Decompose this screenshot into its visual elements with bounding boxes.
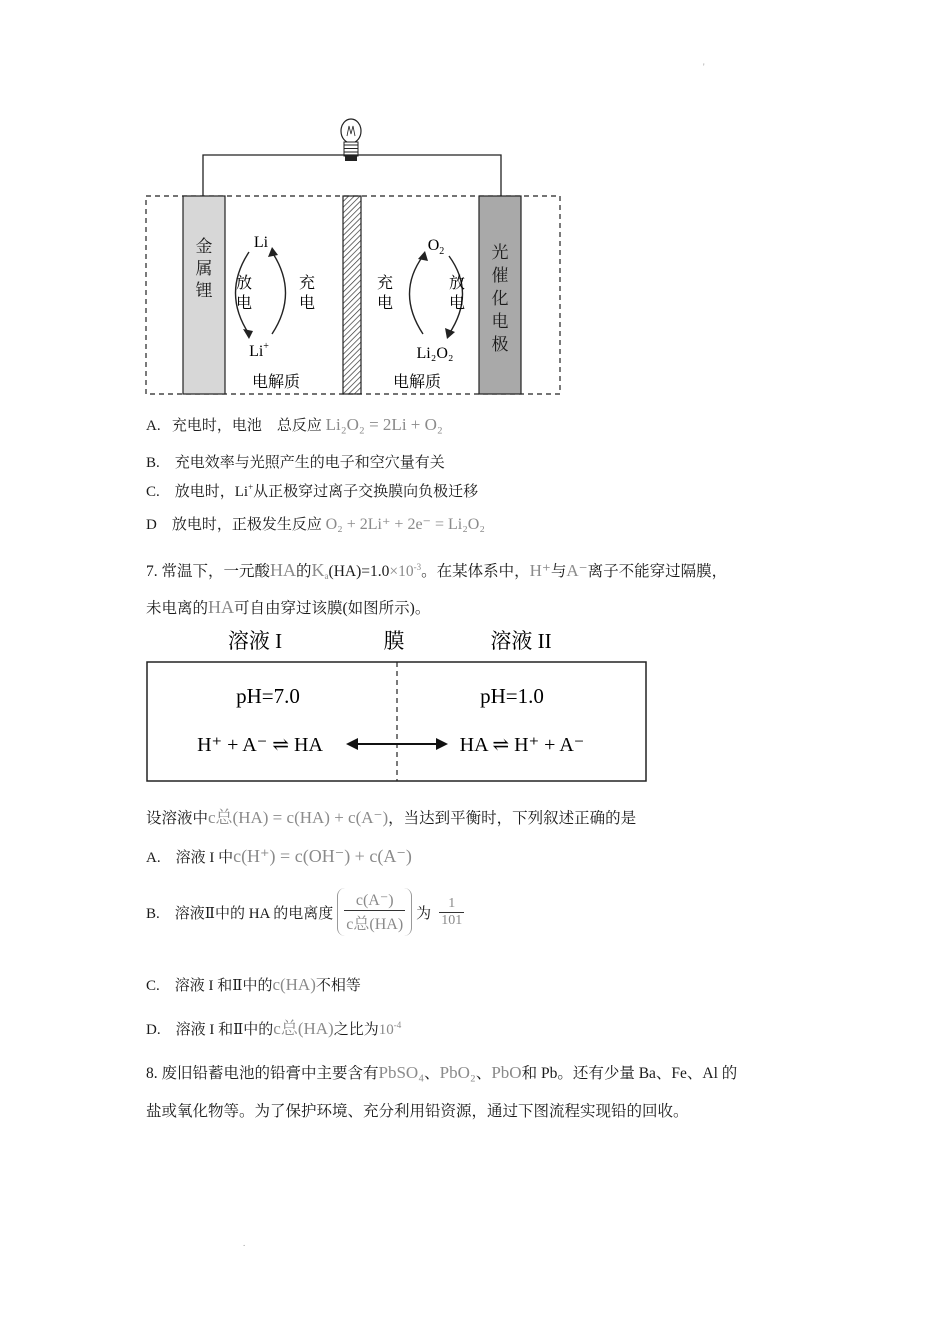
subscript: a (324, 571, 329, 581)
text: 和 Pb。还有少量 Ba、Fe、Al 的 (521, 1065, 738, 1082)
q7-condition (146, 803, 636, 828)
double-arrow-icon (346, 738, 448, 750)
right-discharge-label: 放电 (448, 275, 466, 312)
text: 设溶液中 (146, 810, 209, 827)
ionization-fraction (337, 888, 412, 936)
right-charge-label: 充电 (376, 275, 394, 312)
option-text: B. 溶液Ⅱ中的 HA 的电离度 (146, 905, 334, 922)
option-text: D 放电时，正极发生反应 (146, 517, 322, 533)
left-discharge-arrow (235, 252, 253, 334)
formula: HA (270, 560, 297, 580)
q7-option-c (146, 974, 361, 995)
solution-ii-label: 溶液 II (490, 629, 552, 653)
q6-option-b: B. 充电效率与光照产生的电子和空穴量有关 (146, 455, 445, 471)
option-text: C. 溶液 I 和Ⅱ中的 (146, 978, 273, 994)
fraction-denominator: c总(HA) (346, 916, 404, 933)
text: 、 (424, 1065, 440, 1082)
page-mark-bottom: . (243, 1238, 246, 1248)
ph-left: pH=7.0 (236, 684, 300, 708)
option-text: 充电时，电池 总反应 (171, 418, 322, 434)
option-text: D. 溶液 I 和Ⅱ中的 (146, 1022, 274, 1038)
solution-i-label: 溶液 I (227, 629, 283, 653)
right-electrode-label: 光催化电极 (491, 243, 509, 354)
formula: H⁺ (529, 561, 551, 580)
left-charge-label: 充电 (298, 275, 316, 312)
formula: c总(HA) = c(HA) + c(A⁻) (208, 808, 389, 827)
formula: ×10 (389, 563, 414, 580)
left-discharge-label: 放电 (235, 275, 253, 312)
text: 未电离的 (146, 600, 209, 617)
equilibrium-left: H⁺ + A⁻ ⇌ HA (197, 734, 323, 756)
left-charge-arrow (272, 252, 286, 334)
text: 、 (475, 1065, 492, 1082)
electrolyte-left-label: 电解质 (251, 374, 301, 391)
q7-stem-line1 (146, 559, 727, 581)
formula: c(HA) (272, 975, 316, 994)
formula: PbSO₄ (378, 1063, 425, 1082)
q6-option-a (146, 414, 443, 435)
formula: PbO₂ (439, 1063, 476, 1082)
left-top-species: Li (253, 234, 269, 251)
ph-right: pH=1.0 (480, 684, 544, 708)
superscript: -3 (413, 562, 422, 572)
q7-stem-line2 (146, 596, 430, 618)
formula: c总(HA) (273, 1019, 334, 1038)
equilibrium-right: HA ⇌ H⁺ + A⁻ (459, 734, 585, 756)
circuit-wire (203, 155, 501, 196)
right-top-species: $O_2$ (427, 237, 445, 257)
option-letter: A. (146, 418, 161, 434)
formula: Li₂O₂ = 2Li + O₂ (325, 415, 443, 434)
text: 8. 废旧铅蓄电池的铅膏中主要含有 (146, 1065, 379, 1082)
q6-option-c (146, 480, 478, 501)
left-bottom-species: Li+ (249, 341, 269, 360)
text: 7. 常温下，一元酸 (146, 563, 271, 580)
value-numerator: 1 (439, 896, 464, 913)
page-mark-top: ' (703, 62, 705, 72)
electrolyte-right-label: 电解质 (392, 374, 442, 391)
value-denominator: 101 (441, 912, 463, 928)
q7-option-b (146, 888, 464, 936)
option-text: 从正极穿过离子交换膜向负极迁移 (253, 484, 479, 500)
formula: PbO (491, 1063, 522, 1082)
q8-stem-line1 (146, 1061, 737, 1083)
formula: A⁻ (566, 561, 588, 580)
option-text: C. 放电时，Li (146, 484, 249, 500)
text: 。在某体系中， (421, 563, 530, 580)
formula: K (311, 560, 325, 580)
q7-option-d (146, 1014, 401, 1039)
superscript: -4 (393, 1020, 402, 1030)
membrane-figure (140, 622, 655, 784)
text: 可自由穿过该膜(如图所示)。 (234, 600, 431, 617)
fraction-numerator: c(A⁻) (344, 890, 405, 911)
formula: HA (208, 597, 235, 617)
option-text: 之比为 (333, 1022, 379, 1038)
formula: O₂ + 2Li⁺ + 2e⁻ = Li₂O₂ (325, 516, 485, 533)
q8-stem-line2: 盐或氧化物等。为了保护环境、充分利用铅资源，通过下图流程实现铅的回收。 (146, 1103, 689, 1120)
option-text: 为 (416, 905, 432, 922)
left-electrode-label: 金属锂 (195, 237, 213, 300)
text: 的 (296, 563, 312, 580)
text: 与 (550, 563, 567, 580)
membrane-label: 膜 (383, 629, 405, 653)
formula: 10 (378, 1022, 394, 1038)
right-bottom-species: Li₂O₂ (416, 345, 454, 362)
option-text: 不相等 (315, 978, 361, 994)
superscript: + (248, 482, 254, 492)
text: 离子不能穿过隔膜， (587, 563, 728, 580)
q7-option-a (146, 846, 412, 867)
option-text: A. 溶液 I 中 (146, 850, 234, 866)
ion-exchange-membrane (343, 196, 361, 394)
text: ，当达到平衡时，下列叙述正确的是 (388, 810, 637, 827)
right-charge-arrow (410, 256, 424, 334)
q6-option-d (146, 513, 485, 534)
formula: (HA)=1.0 (328, 563, 390, 580)
formula: c(H⁺) = c(OH⁻) + c(A⁻) (233, 846, 412, 866)
battery-diagram (140, 110, 570, 402)
